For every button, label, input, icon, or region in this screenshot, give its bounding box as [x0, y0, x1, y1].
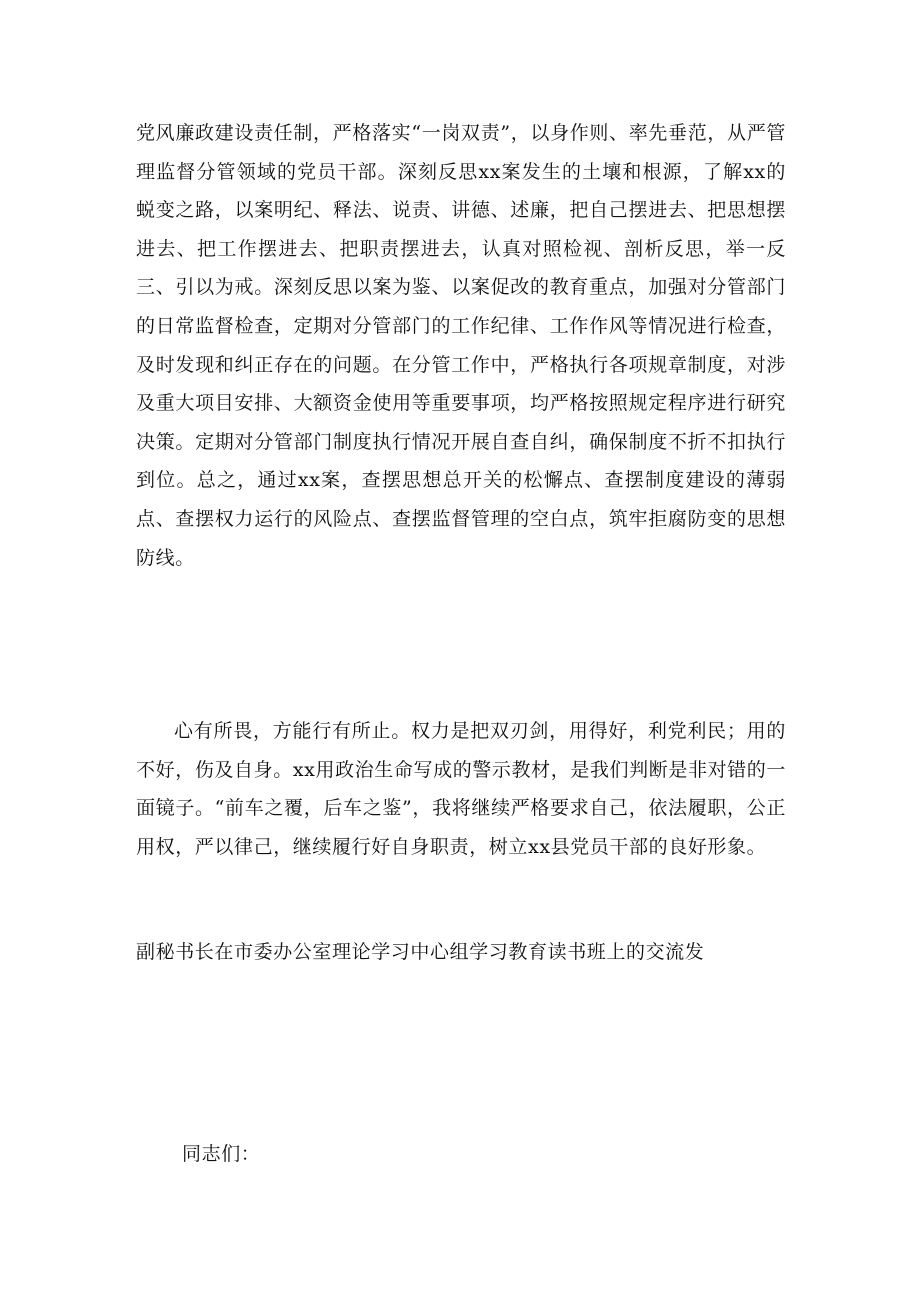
body-paragraph-2: 心有所畏，方能行有所止。权力是把双刃剑，用得好，利党利民；用的不好，伤及自身。xx用政治生命写成的警示教材，是我们判断是非对错的一面镜子。“前车之覆，后车之鉴”，我将继续严格要求自己，依法履职，公正用权，严以律己，继续履行好自身职责，树立xx县党员干部的良好形象。 — [136, 720, 786, 858]
salutation: 同志们： — [182, 1143, 261, 1165]
body-paragraph-1: 党风廉政建设责任制，严格落实“一岗双责”，以身作则、率先垂范，从严管理监督分管领域的党员干部。深刻反思xx案发生的土壤和根源，了解xx的蜕变之路，以案明纪、释法、说责、讲德、述廉，把自己摆进去、把思想摆进去、把工作摆进去、把职责摆进去，认真对照检视、剖析反思，举一反三、引以为戒。深刻反思以案为鉴、以案促改的教育重点，加强对分管部门的日常监督检查，定期对分管部门的工作纪律、工作作风等情况进行检查，及时发现和纠正存在的问题。在分管工作中，严格执行各项规章制度，对涉及重大项目安排、大额资金使用等重要事项，均严格按照规定程序进行研究决策。定期对分管部门制度执行情况开展自查自纠，确保制度不折不扣执行到位。总之，通过xx案，查摆思想总开关的松懈点、查摆制度建设的薄弱点、查摆权力运行的风险点、查摆监督管理的空白点，筑牢拒腐防变的思想防线。 — [136, 122, 786, 569]
next-article-title: 副秘书长在市委办公室理论学习中心组学习教育读书班上的交流发 — [136, 941, 705, 963]
